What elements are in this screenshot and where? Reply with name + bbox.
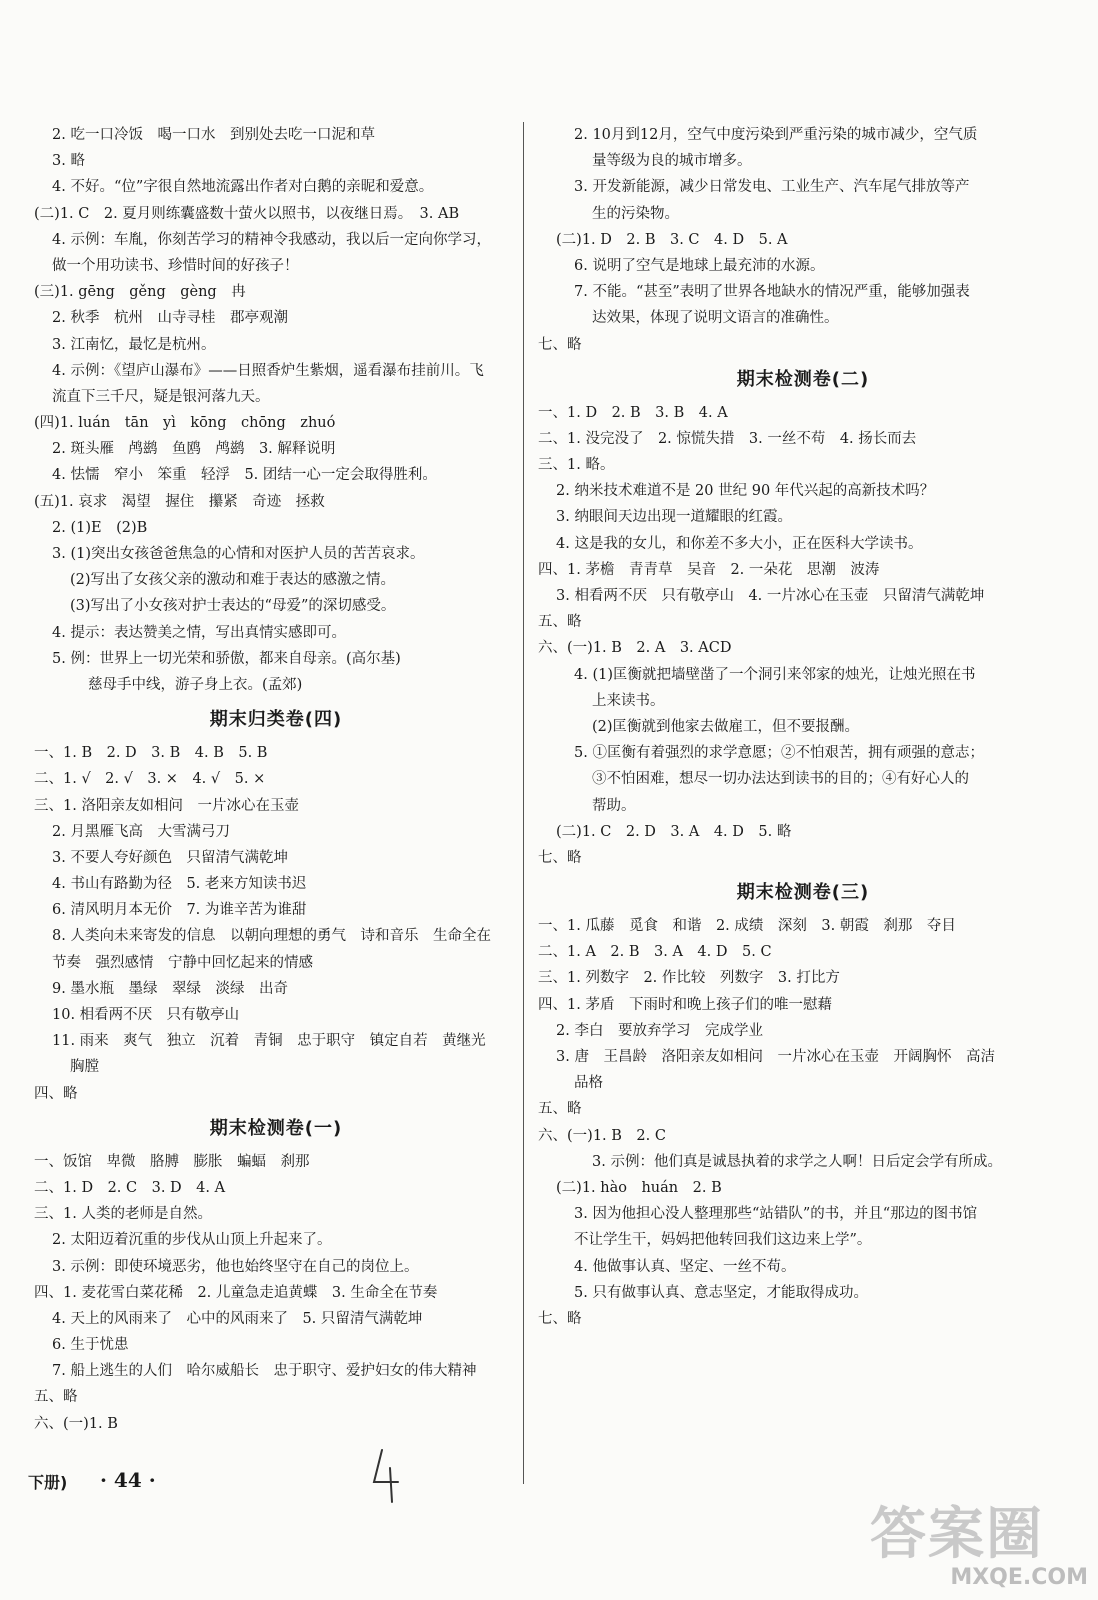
answer-line: 5. 例：世界上一切光荣和骄傲，都来自母亲。(高尔基) <box>52 650 401 667</box>
answer-line: 一、饭馆 卑微 胳膊 膨胀 蝙蝠 刹那 <box>34 1153 310 1170</box>
answer-line: 生的污染物。 <box>592 205 679 222</box>
answer-line: 三、1. 人类的老师是自然。 <box>34 1206 212 1223</box>
answer-line: 2. 李白 要放弃学习 完成学业 <box>556 1022 763 1039</box>
answer-line: 节奏 强烈感情 宁静中回忆起来的情感 <box>52 954 313 971</box>
answer-line: 胸膛 <box>70 1059 99 1076</box>
answer-line: ③不怕困难，想尽一切办法达到读书的目的；④有好心人的 <box>592 771 969 788</box>
answer-line: 4. 提示：表达赞美之情，写出真情实感即可。 <box>52 624 346 641</box>
answer-line: (2)写出了女孩父亲的激动和难于表达的感激之情。 <box>70 572 396 589</box>
answer-line: 二、1. A 2. B 3. A 4. D 5. C <box>538 944 772 961</box>
answer-line: 四、略 <box>34 1085 78 1102</box>
answer-line: 帮助。 <box>592 797 636 814</box>
answer-line: (二)1. D 2. B 3. C 4. D 5. A <box>556 231 788 248</box>
answer-line: 4. 天上的风雨来了 心中的风雨来了 5. 只留清气满乾坤 <box>52 1310 423 1327</box>
answer-line: 8. 人类向未来寄发的信息 以朝向理想的勇气 诗和音乐 生命全在 <box>52 928 491 945</box>
answer-line: 3. 江南忆，最忆是杭州。 <box>52 336 216 353</box>
answer-line: 三、1. 洛阳亲友如相问 一片冰心在玉壶 <box>34 797 299 814</box>
answer-line: 3. 唐 王昌龄 洛阳亲友如相问 一片冰心在玉壶 开阔胸怀 高洁 <box>556 1049 995 1065</box>
answer-line: 七、略 <box>538 1310 582 1327</box>
answer-line: (二)1. hào huán 2. B <box>556 1179 722 1196</box>
answer-line: 4. 不好。“位”字很自然地流露出作者对白鹅的亲昵和爱意。 <box>52 179 434 196</box>
answer-line: 2. 秋季 杭州 山寺寻桂 郡亭观潮 <box>52 310 288 327</box>
answer-line: 二、1. D 2. C 3. D 4. A <box>34 1179 226 1196</box>
answer-line: 10. 相看两不厌 只有敬亭山 <box>52 1007 240 1023</box>
answer-line: 五、略 <box>538 1101 582 1118</box>
answer-line: 9. 墨水瓶 墨绿 翠绿 淡绿 出奇 <box>52 980 288 997</box>
left-answer-column <box>34 122 518 1437</box>
answer-line: 2. 10月到12月，空气中度污染到严重污染的城市减少，空气质 <box>574 127 978 143</box>
answer-line: 3. 示例：他们真是诚恳执着的求学之人啊！日后定会学有所成。 <box>592 1153 1002 1170</box>
answer-line: 2. 吃一口冷饭 喝一口水 到别处去吃一口泥和草 <box>52 127 375 143</box>
section-heading: 期末检测卷(三) <box>736 882 870 904</box>
answer-line: 4. 这是我的女儿，和你差不多大小，正在医科大学读书。 <box>556 535 923 552</box>
answer-line: (3)写出了小女孩对护士表达的“母爱”的深切感受。 <box>70 598 396 615</box>
answer-line: 6. 清风明月本无价 7. 为谁辛苦为谁甜 <box>52 902 307 919</box>
answer-line: 做一个用功读书、珍惜时间的好孩子！ <box>52 257 299 274</box>
answer-line: 2. 纳米技术难道不是 20 世纪 90 年代兴起的高新技术吗？ <box>556 483 935 500</box>
answer-line: (二)1. C 2. 夏月则练囊盛数十萤火以照书，以夜继日焉。 3. AB <box>34 205 460 222</box>
answer-line: 三、1. 略。 <box>538 457 615 474</box>
answer-line: 4. 示例：《望庐山瀑布》——日照香炉生紫烟，遥看瀑布挂前川。飞 <box>52 362 484 379</box>
answer-line: 3. (1)突出女孩爸爸焦急的心情和对医护人员的苦苦哀求。 <box>52 546 425 562</box>
watermark-logo <box>870 1490 1092 1594</box>
answer-line: 四、1. 麦花雪白菜花稀 2. 儿童急走追黄蝶 3. 生命全在节奏 <box>34 1284 438 1301</box>
answer-line: 4. (1)匡衡就把墙壁凿了一个洞引来邻家的烛光，让烛光照在书 <box>574 666 976 683</box>
answer-line: 3. 略 <box>52 153 85 170</box>
section-heading: 期末检测卷(二) <box>736 368 870 390</box>
answer-line: (四)1. luán tān yì kōng chōng zhuó <box>34 415 336 432</box>
answer-line: 6. 说明了空气是地球上最充沛的水源。 <box>574 257 825 274</box>
answer-line: 4. 怯懦 窄小 笨重 轻浮 5. 团结一心一定会取得胜利。 <box>52 467 437 484</box>
answer-line: (2)匡衡就到他家去做雇工，但不要报酬。 <box>592 718 860 735</box>
answer-line: 量等级为良的城市增多。 <box>592 153 752 170</box>
answer-line: 上来读书。 <box>592 692 665 709</box>
answer-line: 2. 月黑雁飞高 大雪满弓刀 <box>52 823 230 840</box>
answer-line: 一、1. D 2. B 3. B 4. A <box>538 404 728 421</box>
answer-line: 一、1. B 2. D 3. B 4. B 5. B <box>34 745 268 762</box>
answer-line: 七、略 <box>538 849 582 866</box>
answer-line: 五、略 <box>34 1389 78 1406</box>
answer-line: (五)1. 哀求 渴望 握住 攥紧 奇迹 拯救 <box>34 493 325 510</box>
handwritten-mark <box>368 1446 408 1506</box>
answer-line: 流直下三千尺，疑是银河落九天。 <box>52 388 270 405</box>
answer-line: 二、1. 没完没了 2. 惊慌失措 3. 一丝不苟 4. 扬长而去 <box>538 430 917 447</box>
answer-line: (三)1. gēng gěng gèng 冉 <box>34 284 246 301</box>
answer-line: 3. 不要人夸好颜色 只留清气满乾坤 <box>52 849 288 866</box>
answer-line: 一、1. 瓜藤 觅食 和谐 2. 成绩 深刻 3. 朝霞 刹那 夺目 <box>538 918 956 935</box>
column-divider <box>523 122 524 1484</box>
section-heading: 期末检测卷(一) <box>209 1117 343 1139</box>
answer-line: 5. 只有做事认真、意志坚定，才能取得成功。 <box>574 1284 868 1301</box>
answer-line: 3. 因为他担心没人整理那些“站错队”的书，并且“那边的图书馆 <box>574 1206 978 1223</box>
answer-line: 3. 开发新能源，减少日常发电、工业生产、汽车尾气排放等产 <box>574 179 970 196</box>
answer-line: 七、略 <box>538 336 582 353</box>
answer-line: 3. 相看两不厌 只有敬亭山 4. 一片冰心在玉壶 只留清气满乾坤 <box>556 588 985 604</box>
volume-label: 下册) <box>28 1473 68 1492</box>
answer-line: 四、1. 茅盾 下雨时和晚上孩子们的唯一慰藉 <box>538 996 832 1013</box>
watermark-url: MXQE.COM <box>950 1565 1088 1590</box>
answer-line: 品格 <box>574 1075 603 1092</box>
answer-line: 2. 太阳迈着沉重的步伐从山顶上升起来了。 <box>52 1232 332 1249</box>
answer-line: 7. 不能。“甚至”表明了世界各地缺水的情况严重，能够加强表 <box>574 284 970 301</box>
answer-line: 11. 雨来 爽气 独立 沉着 青铜 忠于职守 镇定自若 黄继光 <box>52 1033 486 1050</box>
answer-line: 7. 船上逃生的人们 哈尔威船长 忠于职守、爱护妇女的伟大精神 <box>52 1363 477 1380</box>
watermark-text: 答案圈 <box>870 1502 1044 1567</box>
answer-line: 3. 纳眼间天边出现一道耀眼的红霞。 <box>556 509 792 526</box>
section-heading: 期末归类卷(四) <box>209 709 343 731</box>
answer-line: 2. 斑头雁 鸬鹚 鱼鸥 鸬鹚 3. 解释说明 <box>52 441 336 458</box>
answer-line: 六、(一)1. B 2. C <box>538 1127 666 1144</box>
answer-line: 慈母手中线，游子身上衣。(孟郊) <box>88 676 303 693</box>
right-answer-column <box>538 122 1068 1332</box>
answer-line: 3. 示例：即使环境恶劣，他也始终坚守在自己的岗位上。 <box>52 1258 419 1275</box>
answer-line: 四、1. 茅檐 青青草 吴音 2. 一朵花 思潮 波涛 <box>538 561 880 578</box>
answer-line: 达效果，体现了说明文语言的准确性。 <box>592 310 839 327</box>
answer-line: 4. 他做事认真、坚定、一丝不苟。 <box>574 1258 796 1275</box>
page-number: · 44 · <box>100 1468 156 1492</box>
answer-line: 6. 生于忧患 <box>52 1337 129 1354</box>
answer-line: 五、略 <box>538 614 582 631</box>
answer-line: 2. (1)E (2)B <box>52 519 148 536</box>
answer-line: 不让学生干，妈妈把他转回我们这边来上学”。 <box>574 1232 872 1249</box>
answer-line: (二)1. C 2. D 3. A 4. D 5. 略 <box>556 823 792 840</box>
answer-line: 六、(一)1. B <box>34 1415 118 1432</box>
answer-line: 4. 示例：车胤，你刻苦学习的精神令我感动，我以后一定向你学习， <box>52 231 491 248</box>
answer-line: 4. 书山有路勤为径 5. 老来方知读书迟 <box>52 876 307 893</box>
answer-line: 二、1. √ 2. √ 3. × 4. √ 5. × <box>34 771 266 788</box>
answer-line: 三、1. 列数字 2. 作比较 列数字 3. 打比方 <box>538 970 840 987</box>
answer-line: 六、(一)1. B 2. A 3. ACD <box>538 640 732 657</box>
answer-line: 5. ①匡衡有着强烈的求学意愿；②不怕艰苦，拥有顽强的意志； <box>574 745 984 762</box>
